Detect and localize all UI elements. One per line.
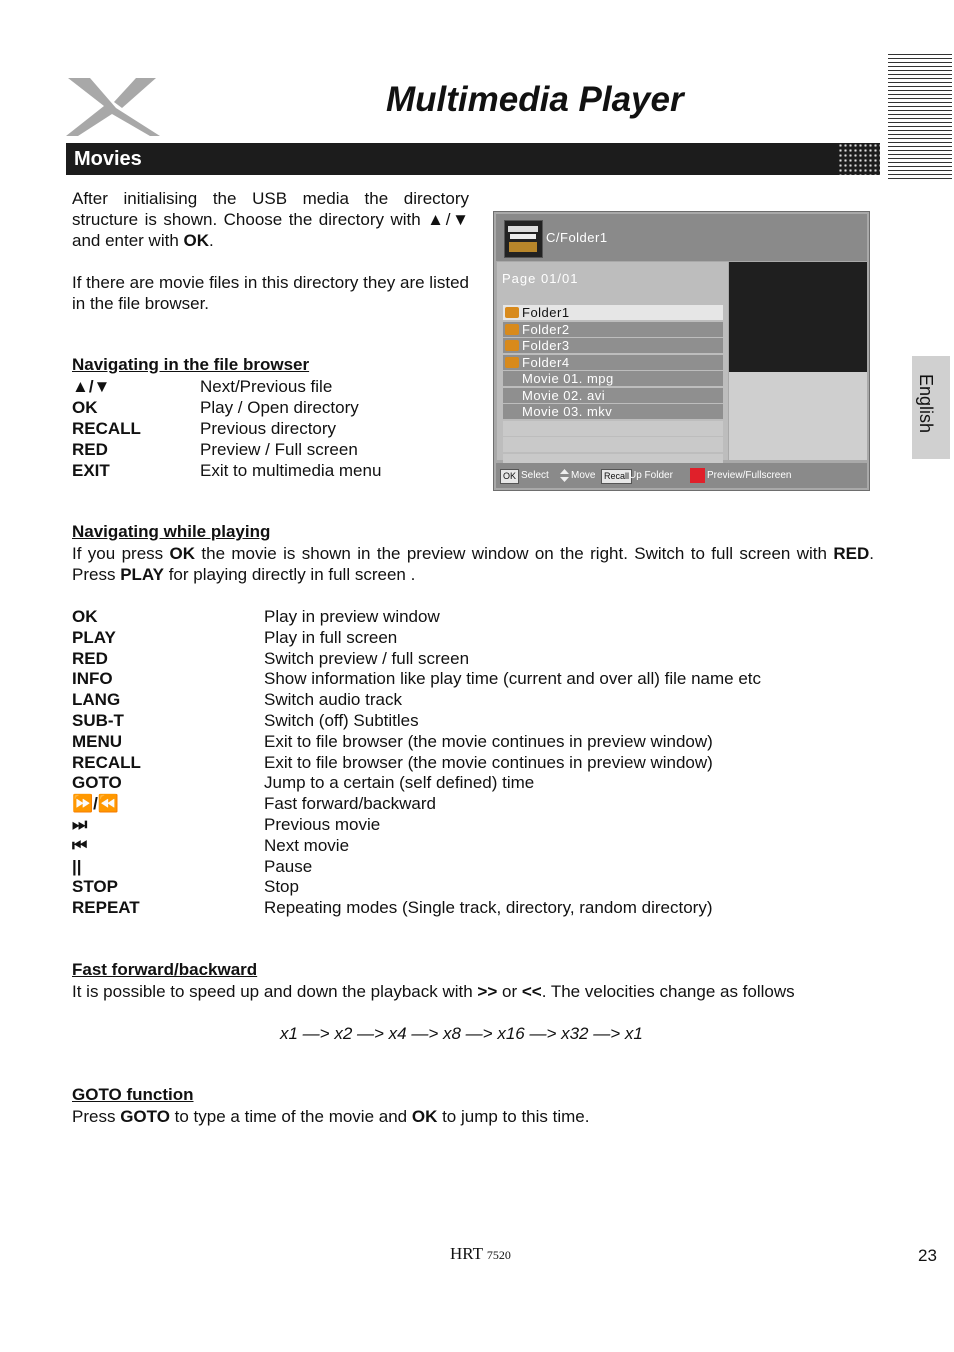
deco-line [888, 126, 952, 127]
key-label: ⏮ [72, 835, 88, 855]
file-browser-screenshot [493, 211, 870, 491]
list-item-label: Movie 01. mpg [522, 371, 614, 386]
file-list [497, 262, 728, 460]
list-item-empty[interactable] [503, 437, 723, 452]
deco-line [888, 102, 952, 103]
text-bold: RED [833, 544, 870, 563]
key-label: ⏩/⏪ [72, 794, 120, 814]
goto-heading: GOTO function [72, 1085, 194, 1104]
text-bold: OK [411, 1107, 438, 1126]
list-item-label: Movie 03. mkv [522, 404, 613, 419]
key-description: Preview / Full screen [200, 440, 358, 459]
key-description: Exit to file browser (the movie continues in preview window) [264, 731, 713, 751]
key-label: RED [72, 648, 108, 668]
deco-line [888, 122, 952, 123]
key-description: Previous directory [200, 419, 337, 438]
key-label: INFO [72, 669, 113, 689]
deco-line [888, 66, 952, 67]
key-label: RED [72, 440, 108, 459]
language-tab [912, 356, 950, 459]
section-title: Movies [74, 148, 142, 170]
text: for playing directly in full screen . [163, 565, 416, 584]
key-description: Play / Open directory [200, 398, 359, 417]
info-panel [729, 372, 867, 460]
x-logo-icon [64, 74, 164, 140]
folder-icon [505, 340, 519, 351]
deco-line [888, 94, 952, 95]
deco-line [888, 134, 952, 135]
deco-line [888, 82, 952, 83]
select-label: Select [521, 470, 549, 481]
list-item[interactable] [503, 322, 723, 337]
ffwd-text [72, 981, 795, 1002]
intro-paragraph-2: If there are movie files in this directory they are listed in the file browser. [72, 273, 469, 313]
list-item[interactable] [503, 388, 723, 403]
list-item[interactable] [503, 371, 723, 386]
key-label: SUB-T [72, 711, 124, 730]
key-description: Switch preview / full screen [264, 648, 470, 668]
nav-playing-heading: Navigating while playing [72, 522, 271, 541]
key-description: Repeating modes (Single track, directory, random directory) [264, 898, 713, 918]
deco-line [888, 70, 952, 71]
text: If you press [72, 544, 170, 563]
key-label: STOP [72, 877, 118, 897]
deco-line [888, 138, 952, 139]
deco-line [888, 86, 952, 87]
list-item[interactable] [503, 355, 723, 370]
key-description: Exit to file browser (the movie continues in preview window) [264, 752, 713, 772]
page-title: Multimedia Player [386, 80, 684, 119]
key-label: REPEAT [72, 898, 140, 918]
key-label: RECALL [72, 419, 141, 438]
red-button-icon [690, 468, 705, 483]
folder-icon [505, 357, 519, 368]
list-item[interactable] [503, 404, 723, 419]
text-bold: OK [169, 544, 196, 563]
screen-footer [496, 463, 867, 488]
text: or [497, 982, 522, 1001]
text: the movie is shown in the preview window on the right. Switch to full screen with [195, 544, 834, 563]
deco-line [888, 158, 952, 159]
deco-line [888, 170, 952, 171]
deco-line [888, 78, 952, 79]
nav-playing-text [72, 543, 874, 585]
key-description: Next/Previous file [200, 377, 333, 396]
deco-line [888, 98, 952, 99]
deco-line [888, 58, 952, 59]
deco-line [888, 150, 952, 151]
key-label: MENU [72, 731, 123, 751]
key-label: OK [72, 607, 98, 626]
key-label: || [72, 856, 82, 876]
text: to type a time of the movie and [169, 1107, 412, 1126]
dot-pattern [838, 143, 880, 175]
key-description: Jump to a certain (self defined) time [264, 773, 535, 793]
key-description: Switch (off) Subtitles [264, 711, 419, 730]
page-number: 23 [918, 1246, 937, 1265]
deco-line [888, 106, 952, 107]
list-item[interactable] [503, 305, 723, 320]
ffwd-heading: Fast forward/backward [72, 960, 258, 979]
list-item[interactable] [503, 338, 723, 353]
list-item-empty[interactable] [503, 421, 723, 436]
key-label: RECALL [72, 752, 141, 772]
recall-key: Recall [601, 469, 632, 484]
decorative-lines [888, 54, 952, 182]
text-bold: << [521, 982, 542, 1001]
intro-paragraph-1 [72, 188, 469, 251]
deco-line [888, 74, 952, 75]
key-description: Show information like play time (current and over all) file name etc [264, 669, 761, 689]
goto-text [72, 1106, 589, 1127]
intro-text-end: . [209, 231, 214, 250]
deco-line [888, 178, 952, 179]
key-description: Fast forward/backward [264, 794, 436, 814]
list-item-label: Folder1 [522, 305, 570, 320]
key-description: Stop [264, 877, 299, 897]
deco-line [888, 114, 952, 115]
brand-name: HRT [450, 1244, 483, 1263]
key-description: Exit to multimedia menu [200, 461, 382, 480]
deco-line [888, 54, 952, 55]
folder-icon [505, 324, 519, 335]
deco-line [888, 146, 952, 147]
move-label: Move [571, 470, 596, 481]
deco-line [888, 110, 952, 111]
text: . Press [72, 544, 874, 584]
key-label: ⏭ [72, 815, 88, 834]
preview-label: Preview/Fullscreen [707, 470, 792, 481]
deco-line [888, 118, 952, 119]
nav-browser-heading: Navigating in the file browser [72, 355, 310, 374]
deco-line [888, 90, 952, 91]
preview-window [729, 262, 867, 372]
key-description: Play in full screen [264, 627, 398, 647]
key-label: EXIT [72, 461, 110, 480]
deco-line [888, 154, 952, 155]
key-description: Next movie [264, 835, 350, 855]
deco-line [888, 166, 952, 167]
text-bold: PLAY [120, 565, 164, 584]
deco-line [888, 174, 952, 175]
page-indicator: Page 01/01 [502, 271, 579, 286]
text-bold: >> [477, 982, 498, 1001]
footer-brand [450, 1244, 511, 1264]
key-label: PLAY [72, 627, 116, 647]
list-item-label: Folder3 [522, 338, 570, 353]
key-description: Switch audio track [264, 690, 402, 710]
key-label: LANG [72, 690, 121, 710]
screen-path: C/Folder1 [546, 230, 608, 245]
intro-ok: OK [183, 231, 210, 250]
updown-arrow-icon [559, 468, 570, 483]
text: . The velocities change as follows [541, 982, 795, 1001]
model-number: 7520 [486, 1248, 511, 1262]
key-description: Play in preview window [264, 607, 440, 626]
up-folder-label: Up Folder [629, 470, 673, 481]
ok-key: OK [500, 469, 519, 484]
text: to jump to this time. [437, 1107, 590, 1126]
deco-line [888, 142, 952, 143]
velocity-sequence: x1 —> x2 —> x4 —> x8 —> x16 —> x32 —> x1 [280, 1024, 643, 1043]
list-item-label: Folder2 [522, 321, 570, 337]
intro-text: After initialising the USB media the directory structure is shown. Choose the directory with ▲/▼ and enter with [72, 189, 469, 250]
list-item-label: Movie 02. avi [522, 387, 606, 403]
language-label: English [916, 374, 936, 434]
deco-line [888, 62, 952, 63]
section-bar [66, 143, 880, 175]
key-description: Pause [264, 856, 313, 876]
screen-header [496, 214, 867, 261]
key-label: GOTO [72, 773, 122, 793]
key-label: ▲/▼ [72, 377, 111, 396]
key-description: Previous movie [264, 815, 381, 834]
deco-line [888, 130, 952, 131]
folder-icon [505, 307, 519, 318]
clapperboard-icon [504, 220, 543, 258]
list-item-label: Folder4 [522, 354, 570, 370]
text: Press [72, 1107, 121, 1126]
key-label: OK [72, 398, 98, 417]
deco-line [888, 162, 952, 163]
text-bold: GOTO [120, 1107, 170, 1126]
text: It is possible to speed up and down the playback with [72, 982, 478, 1001]
